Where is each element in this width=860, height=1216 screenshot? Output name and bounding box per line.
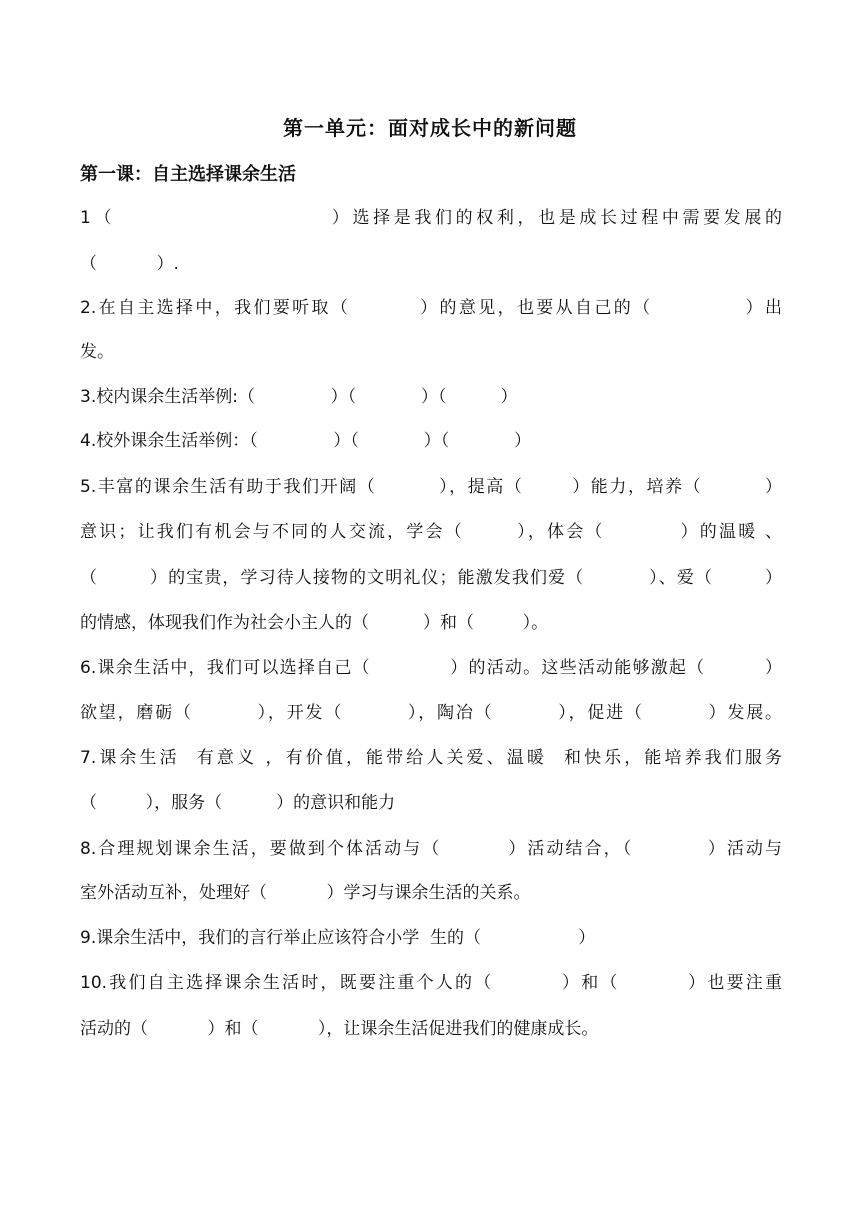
question-5-line-1: 5.丰富的课余生活有助于我们开阔（ ），提高（ ）能力，培养（ ）: [80, 477, 782, 497]
question-1-line-2: （ ）.: [80, 254, 179, 274]
question-3: 3.校内课余生活举例:（ ）（ ）（ ）: [80, 387, 518, 407]
question-2-line-2: 发。: [80, 342, 114, 362]
question-5-line-2: 意识；让我们有机会与不同的人交流，学会（ ），体会（ ）的温暖 、: [80, 522, 782, 542]
question-8-line-2: 室外活动互补，处理好（ ）学习与课余生活的关系。: [80, 883, 531, 903]
question-2-line-1: 2.在自主选择中，我们要听取（ ）的意见，也要从自己的（ ）出: [80, 298, 782, 318]
question-5-line-3: （ ）的宝贵，学习待人接物的文明礼仪；能激发我们爱（ ）、爱（ ）: [80, 568, 782, 588]
question-4: 4.校外课余生活举例：（ ）（ ）（ ）: [80, 431, 532, 451]
unit-title: 第一单元：面对成长中的新问题: [283, 116, 577, 140]
question-6-line-1: 6.课余生活中，我们可以选择自己（ ）的活动。这些活动能够激起（ ）: [80, 658, 782, 678]
question-10-line-2: 活动的（ ）和（ ），让课余生活促进我们的健康成长。: [80, 1019, 599, 1039]
lesson-title: 第一课：自主选择课余生活: [80, 164, 296, 185]
question-1-line-1: 1（ ）选择是我们的权利，也是成长过程中需要发展的: [80, 208, 782, 228]
question-9: 9.课余生活中，我们的言行举止应该符合小学 生的（ ）: [80, 928, 596, 948]
question-5-line-4: 的情感，体现我们作为社会小主人的（ ）和（ ）。: [80, 613, 549, 633]
question-7-line-1: 7.课余生活 有意义 ，有价值，能带给人关爱、温暖 和快乐，能培养我们服务: [80, 748, 782, 768]
question-6-line-2: 欲望，磨砺（ ），开发（ ），陶冶（ ），促进（ ）发展。: [80, 703, 782, 723]
question-10-line-1: 10.我们自主选择课余生活时，既要注重个人的（ ）和（ ）也要注重: [80, 973, 782, 993]
question-8-line-1: 8.合理规划课余生活，要做到个体活动与（ ）活动结合，（ ）活动与: [80, 839, 782, 859]
question-7-line-2: （ ），服务（ ）的意识和能力: [80, 793, 396, 813]
